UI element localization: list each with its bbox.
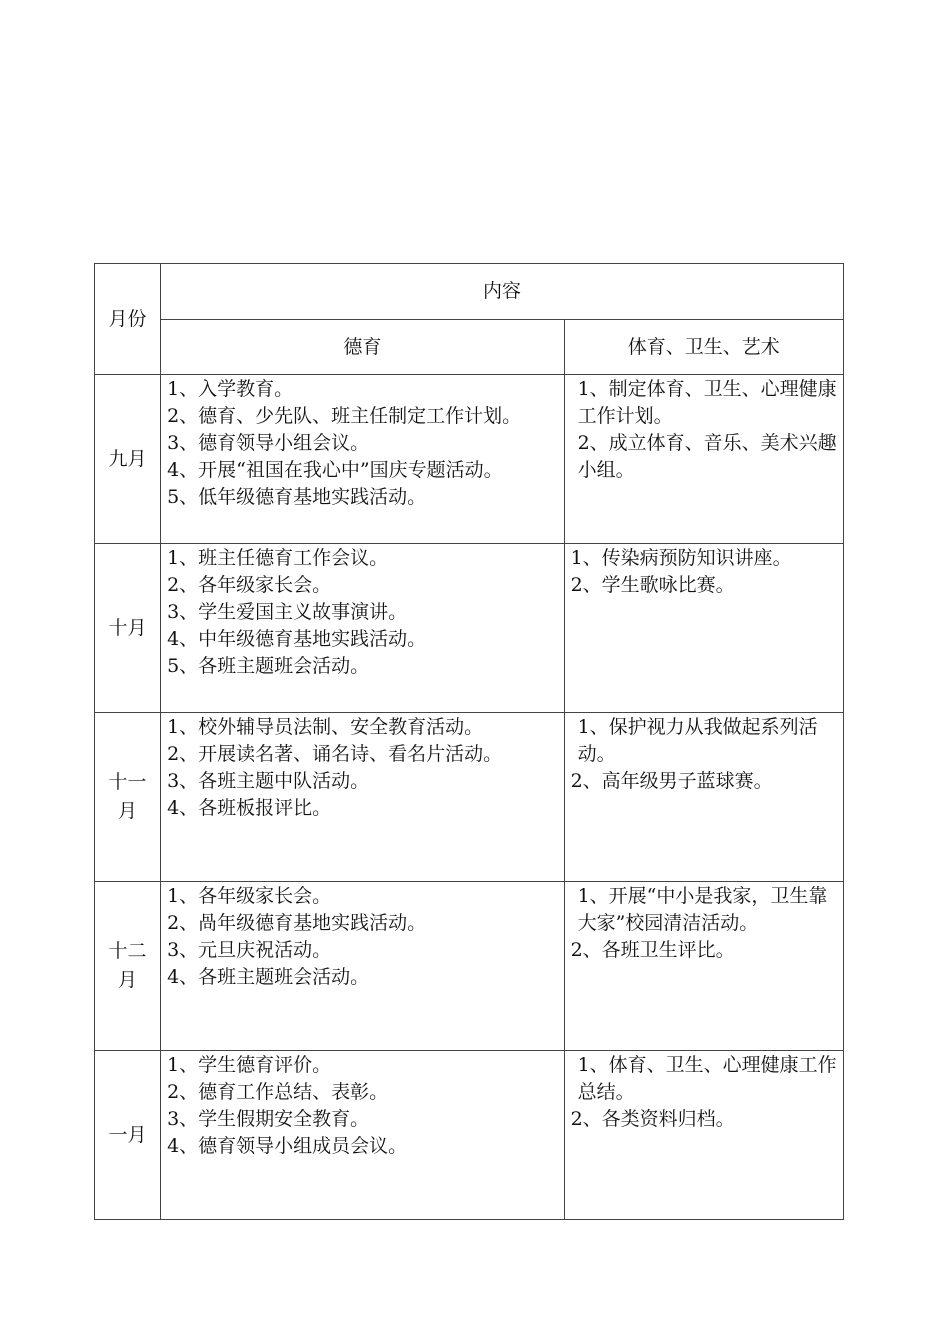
moral-item: 1、学生德育评价。 xyxy=(167,1054,332,1076)
moral-item: 4、德育领导小组成员会议。 xyxy=(167,1135,408,1157)
moral-item: 4、开展“祖国在我心中”国庆专题活动。 xyxy=(167,459,503,481)
moral-item: 1、各年级家长会。 xyxy=(167,885,332,907)
pe-cell xyxy=(564,544,843,713)
pe-item: 1、体育、卫生、心理健康工作总结。 xyxy=(577,1054,837,1103)
moral-item: 1、入学教育。 xyxy=(167,378,294,400)
moral-items xyxy=(161,1051,564,1219)
monthly-plan-table xyxy=(94,263,844,1220)
pe-cell xyxy=(564,375,843,544)
month-row xyxy=(95,544,844,713)
moral-item: 2、德育工作总结、表彰。 xyxy=(167,1081,389,1103)
pe-item: 1、保护视力从我做起系列活动。 xyxy=(577,716,818,765)
pe-items xyxy=(565,544,843,712)
header-content: 内容 xyxy=(161,264,844,320)
pe-cell xyxy=(564,1051,843,1220)
header-moral: 德育 xyxy=(161,320,565,375)
moral-item: 3、各班主题中队活动。 xyxy=(167,770,370,792)
month-label: 十一 xyxy=(108,771,147,793)
pe-item: 2、各班卫生评比。 xyxy=(570,939,735,961)
moral-items xyxy=(161,375,564,543)
moral-cell xyxy=(161,375,565,544)
header-pe: 体育、卫生、艺术 xyxy=(564,320,843,375)
moral-cell xyxy=(161,713,565,882)
pe-item: 2、高年级男子蓝球赛。 xyxy=(570,770,773,792)
moral-items xyxy=(161,544,564,712)
month-label: 十月 xyxy=(108,616,147,639)
header-month: 月份 xyxy=(95,264,161,375)
moral-item: 2、开展读名著、诵名诗、看名片活动。 xyxy=(167,743,503,765)
plan-body xyxy=(95,375,844,1220)
moral-item: 3、元旦庆祝活动。 xyxy=(167,939,332,961)
month-label: 九月 xyxy=(108,447,147,470)
pe-cell xyxy=(564,882,843,1051)
moral-cell xyxy=(161,882,565,1051)
moral-items xyxy=(161,882,564,1050)
pe-items xyxy=(565,713,843,881)
moral-item: 3、德育领导小组会议。 xyxy=(167,432,370,454)
moral-item: 1、校外辅导员法制、安全教育活动。 xyxy=(167,716,484,738)
moral-item: 3、学生爱国主义故事演讲。 xyxy=(167,601,408,623)
month-row xyxy=(95,713,844,882)
month-cell xyxy=(95,544,161,713)
pe-item: 1、开展“中小是我家，卫生靠大家”校园清洁活动。 xyxy=(577,885,828,934)
moral-item: 3、学生假期安全教育。 xyxy=(167,1108,370,1130)
moral-item: 2、德育、少先队、班主任制定工作计划。 xyxy=(167,405,522,427)
month-row xyxy=(95,882,844,1051)
subheader-row xyxy=(95,320,844,375)
moral-item: 5、各班主题班会活动。 xyxy=(167,655,370,677)
pe-item: 2、成立体育、音乐、美术兴趣小组。 xyxy=(577,432,837,481)
moral-item: 2、咼年级德育基地实践活动。 xyxy=(167,912,427,934)
month-label: 月 xyxy=(118,969,138,991)
moral-item: 4、各班主题班会活动。 xyxy=(167,966,370,988)
month-cell xyxy=(95,375,161,544)
pe-items xyxy=(565,375,843,543)
moral-item: 1、班主任德育工作会议。 xyxy=(167,547,389,569)
pe-cell xyxy=(564,713,843,882)
month-label: 月 xyxy=(118,800,138,822)
pe-item: 2、各类资料归档。 xyxy=(570,1108,735,1130)
month-cell xyxy=(95,882,161,1051)
moral-item: 5、低年级德育基地实践活动。 xyxy=(167,486,427,508)
pe-item: 1、传染病预防知识讲座。 xyxy=(570,547,792,569)
header-row xyxy=(95,264,844,320)
moral-item: 2、各年级家长会。 xyxy=(167,574,332,596)
moral-items xyxy=(161,713,564,881)
moral-item: 4、各班板报评比。 xyxy=(167,797,332,819)
pe-item: 2、学生歌咏比赛。 xyxy=(570,574,735,596)
pe-items xyxy=(565,1051,843,1219)
moral-cell xyxy=(161,544,565,713)
month-label: 一月 xyxy=(108,1123,147,1146)
moral-cell xyxy=(161,1051,565,1220)
pe-item: 1、制定体育、卫生、心理健康工作计划。 xyxy=(577,378,837,427)
month-row xyxy=(95,375,844,544)
month-cell xyxy=(95,1051,161,1220)
month-cell xyxy=(95,713,161,882)
month-label: 十二 xyxy=(108,940,147,962)
moral-item: 4、中年级德育基地实践活动。 xyxy=(167,628,427,650)
pe-items xyxy=(565,882,843,1050)
month-row xyxy=(95,1051,844,1220)
